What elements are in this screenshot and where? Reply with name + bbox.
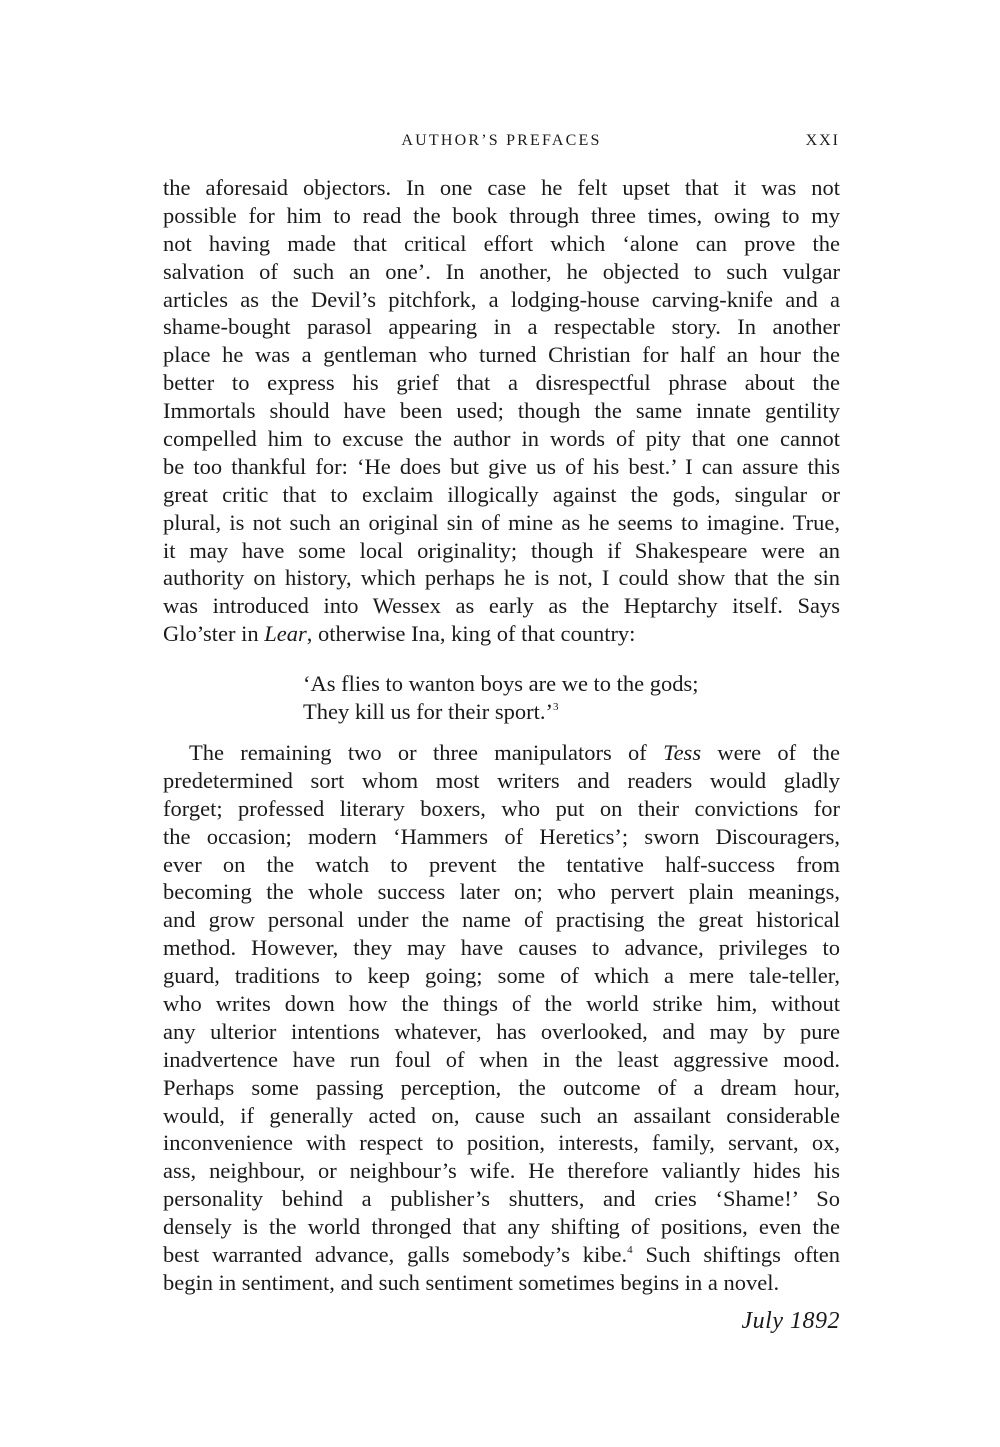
- text-run: were of the: [701, 740, 840, 765]
- text-run: personality behind a publisher’s shutters, and cries ‘Shame!’ So: [163, 1186, 840, 1212]
- text-run: would, if generally acted on, cause such an assailant considerable: [163, 1102, 840, 1128]
- text-run: Such shiftings often: [632, 1242, 840, 1268]
- text-run: who writes down how the things of the world strike him, without: [163, 991, 840, 1017]
- text-line: [163, 202, 840, 230]
- text-run: becoming the whole success later on; who pervert plain meanings,: [163, 879, 840, 905]
- text-line: [163, 990, 840, 1018]
- text-line: [163, 1129, 840, 1157]
- text-run: guard, traditions to keep going; some of which a mere tale-teller,: [163, 963, 840, 989]
- paragraph-2: [163, 739, 840, 1297]
- text-line: [163, 230, 840, 258]
- text-run: method. However, they may have causes to advance, privileges to: [163, 935, 840, 961]
- paragraph-1: [163, 174, 840, 648]
- text-line: [163, 564, 840, 592]
- text-run: authority on history, which perhaps he is not, I could show that the sin: [163, 565, 840, 591]
- text-line: [163, 1074, 840, 1102]
- text-run: compelled him to excuse the author in words of pity that one cannot: [163, 426, 840, 452]
- text-line: [163, 823, 840, 851]
- text-line: [163, 397, 840, 425]
- text-line: [303, 698, 783, 726]
- text-line: [163, 341, 840, 369]
- text-line: [163, 286, 840, 314]
- verse-quotation: [303, 670, 783, 726]
- text-line: [303, 670, 783, 698]
- text-run: best warranted advance, galls somebody’s kibe.: [163, 1242, 628, 1268]
- text-line: [163, 739, 840, 767]
- text-line: [163, 481, 840, 509]
- text-line: [163, 453, 840, 481]
- footnote-marker[interactable]: 4: [627, 1244, 633, 1257]
- text-run: densely is the world thronged that any shifting of positions, even the: [163, 1214, 840, 1240]
- text-run: forget; professed literary boxers, who put on their convictions for: [163, 795, 840, 821]
- text-run: the occasion; modern ‘Hammers of Heretics’; sworn Discouragers,: [163, 823, 840, 849]
- text-line: [163, 795, 840, 823]
- text-line: [163, 537, 840, 565]
- text-line: [163, 878, 840, 906]
- text-line: [163, 1102, 840, 1130]
- text-line: [163, 1018, 840, 1046]
- italic-title: Lear: [264, 621, 307, 647]
- text-run: salvation of such an one’. In another, he objected to such vulgar: [163, 258, 840, 284]
- dateline: July 1892: [741, 1308, 840, 1334]
- text-run: They kill us for their sport.’: [303, 698, 553, 724]
- text-run: the aforesaid objectors. In one case he felt upset that it was not: [163, 175, 840, 200]
- text-line: [163, 767, 840, 795]
- text-run: ever on the watch to prevent the tentative half-success from: [163, 851, 840, 877]
- text-line: [163, 425, 840, 453]
- text-run: great critic that to exclaim illogically against the gods, singular or: [163, 481, 840, 507]
- text-run: any ulterior intentions whatever, has overlooked, and may by pure: [163, 1018, 840, 1044]
- text-run: inadvertence have run foul of when in the least aggressive mood.: [163, 1046, 840, 1072]
- text-run: plural, is not such an original sin of mine as he seems to imagine. True,: [163, 509, 840, 535]
- text-run: and grow personal under the name of practising the great historical: [163, 907, 840, 933]
- text-run: begin in sentiment, and such sentiment sometimes begins in a novel.: [163, 1269, 780, 1295]
- text-run: articles as the Devil’s pitchfork, a lodging-house carving-knife and a: [163, 286, 840, 312]
- text-line: [163, 509, 840, 537]
- text-line: [163, 1213, 840, 1241]
- text-run: ‘As flies to wanton boys are we to the gods;: [303, 671, 699, 696]
- text-line: [163, 1241, 840, 1269]
- text-line: [163, 1157, 840, 1185]
- text-run: predetermined sort whom most writers and readers would gladly: [163, 767, 840, 793]
- text-run: inconvenience with respect to position, interests, family, servant, ox,: [163, 1130, 840, 1156]
- text-line: [163, 174, 840, 202]
- text-run: possible for him to read the book through three times, owing to my: [163, 202, 840, 228]
- text-line: [163, 934, 840, 962]
- text-line: [163, 1185, 840, 1213]
- text-run: better to express his grief that a disrespectful phrase about the: [163, 370, 840, 396]
- text-run: Immortals should have been used; though the same innate gentility: [163, 398, 840, 424]
- page-number: XXI: [805, 132, 840, 149]
- text-run: be too thankful for: ‘He does but give us of his best.’ I can assure this: [163, 453, 840, 479]
- text-line: [163, 369, 840, 397]
- text-run: ass, neighbour, or neighbour’s wife. He therefore valiantly hides his: [163, 1158, 840, 1184]
- italic-title: Tess: [663, 740, 702, 765]
- text-run: not having made that critical effort which ‘alone can prove the: [163, 230, 840, 256]
- text-line: [163, 313, 840, 341]
- text-line: [163, 906, 840, 934]
- text-line: [163, 851, 840, 879]
- text-run: , otherwise Ina, king of that country:: [306, 621, 636, 647]
- text-run: Perhaps some passing perception, the outcome of a dream hour,: [163, 1074, 840, 1100]
- page-header: [163, 132, 840, 158]
- text-run: shame-bought parasol appearing in a respectable story. In another: [163, 314, 840, 340]
- text-run: it may have some local originality; though if Shakespeare were an: [163, 537, 840, 563]
- footnote-marker[interactable]: 3: [552, 700, 559, 713]
- text-line: [163, 1269, 840, 1297]
- text-run: Glo’ster in: [163, 621, 265, 647]
- text-run: place he was a gentleman who turned Christian for half an hour the: [163, 342, 840, 368]
- running-title: AUTHOR’S PREFACES: [401, 132, 602, 149]
- text-line: [163, 592, 840, 620]
- text-line: [163, 1046, 840, 1074]
- text-line: [163, 962, 840, 990]
- text-run: The remaining two or three manipulators of: [189, 740, 664, 765]
- text-run: was introduced into Wessex as early as the Heptarchy itself. Says: [163, 593, 840, 619]
- text-line: [163, 620, 840, 648]
- text-line: [163, 258, 840, 286]
